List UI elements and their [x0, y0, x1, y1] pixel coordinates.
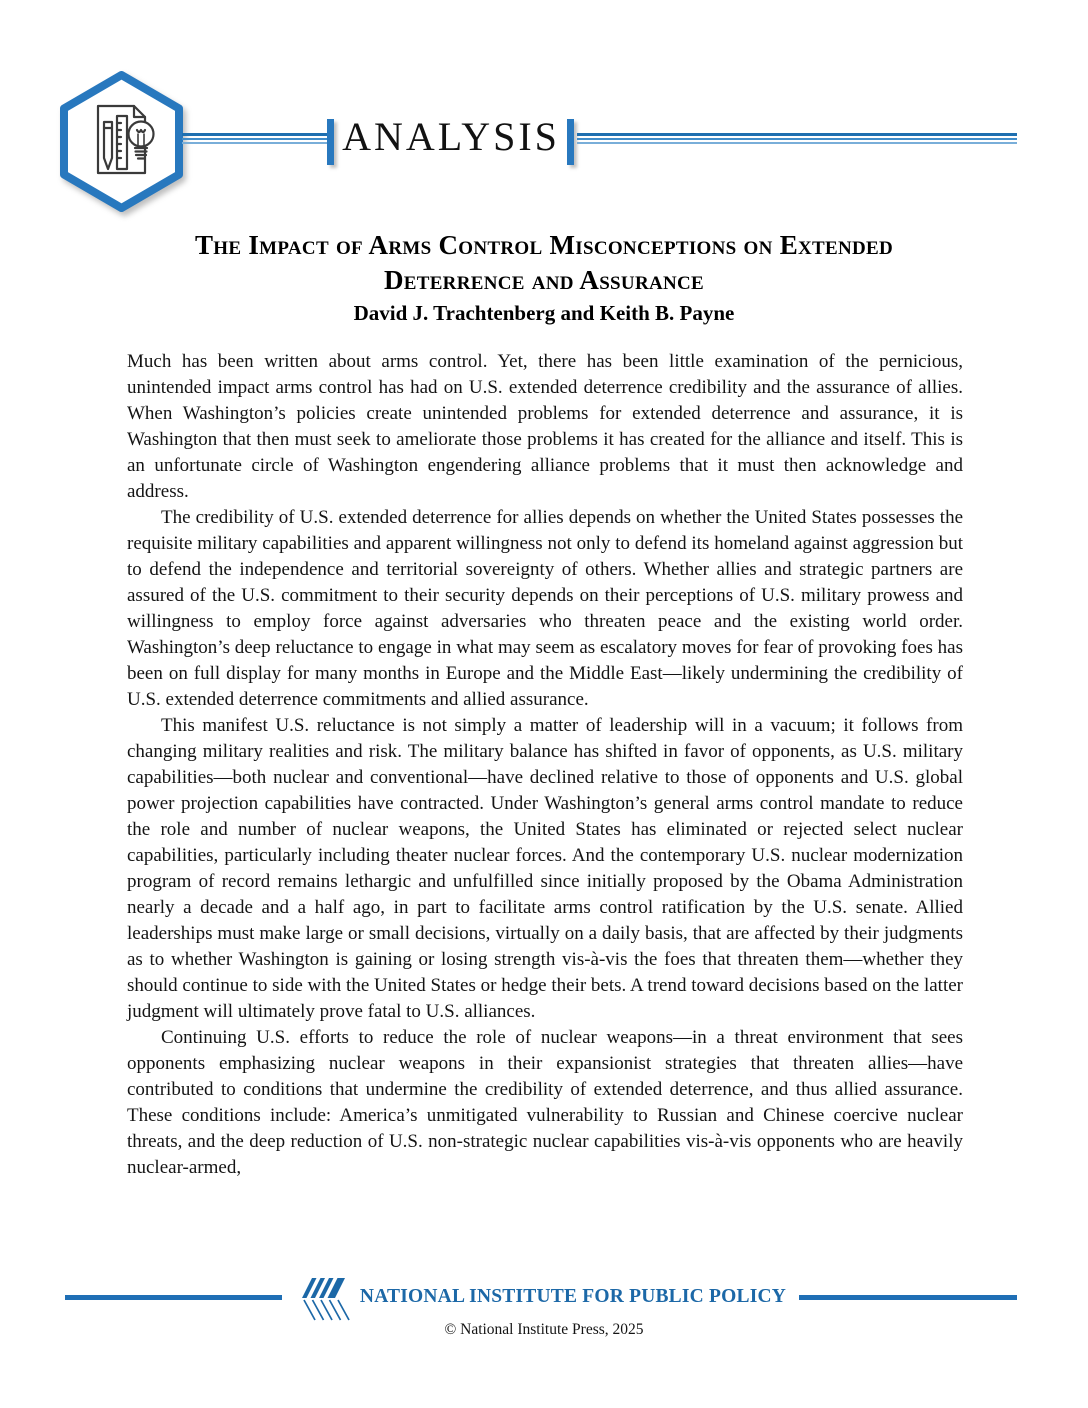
paragraph-2: The credibility of U.S. extended deterrence for allies depends on whether the United States possesses the requisite military capabilities and apparent willingness not only to defend its homeland against aggression but to defend the independence and territorial sovereignty of others. Whether allies and strategic partners are assured of the U.S. commitment to their security depends on their perceptions of U.S. military prowess and willingness to employ force against adversaries who threaten peace and the existing world order. Washington’s deep reluctance to engage in what may seem as escalatory moves for fear of provoking foes has been on full display for many months in Europe and the Middle East—likely undermining the credibility of U.S. extended deterrence commitments and allied assurance.	[127, 507, 963, 710]
footer-rule-right	[799, 1295, 1017, 1300]
footer-organization-name: NATIONAL INSTITUTE FOR PUBLIC POLICY	[359, 1286, 787, 1307]
nipp-logo-icon	[300, 1276, 366, 1327]
byline: David J. Trachtenberg and Keith B. Payne	[353, 301, 735, 325]
banner-title: ANALYSIS	[342, 114, 560, 159]
pencil-icon	[104, 122, 112, 169]
copyright-notice: © National Institute Press, 2025	[444, 1321, 644, 1338]
hexagon-icon	[58, 70, 185, 213]
analysis-hexagon-badge	[58, 70, 185, 218]
article-body	[127, 349, 963, 1181]
ruler-icon	[117, 116, 127, 169]
header-bar-right	[567, 119, 574, 165]
header-rule-left	[182, 133, 328, 144]
page-title: The Impact of Arms Control Misconceptions on Extended Deterrence and Assurance	[194, 230, 894, 296]
paragraph-1: Much has been written about arms control. Yet, there has been little examination of the pernicious, unintended impact arms control has had on U.S. extended deterrence credibility and the assurance of allies. When Washington’s policies create unintended problems for extended deterrence and assurance, it is Washington that then must seek to ameliorate those problems it has created for the alliance and itself. This is an unfortunate circle of Washington engendering alliance problems that it must then acknowledge and address.	[127, 351, 963, 502]
paragraph-3: This manifest U.S. reluctance is not simply a matter of leadership will in a vacuum; it follows from changing military realities and risk. The military balance has shifted in favor of opponents, as U.S. military capabilities—both nuclear and conventional—have declined relative to those of opponents and U.S. global power projection capabilities have contracted. Under Washington’s general arms control mandate to reduce the role and number of nuclear weapons, the United States has eliminated or rejected select nuclear capabilities, particularly including theater nuclear forces. And the contemporary U.S. nuclear modernization program of record remains lethargic and unfulfilled since initially proposed by the Obama Administration nearly a decade and a half ago, in part to facilitate arms control ratification by the U.S. senate. Allied leaderships must make large or small decisions, virtually on a daily basis, that are affected by their judgments as to whether Washington is gaining or losing strength vis-à-vis the foes that threaten them—whether they should continue to side with the United States or hedge their bets. A trend toward decisions based on the latter judgment will ultimately prove fatal to U.S. alliances.	[127, 715, 963, 1022]
paragraph-4: Continuing U.S. efforts to reduce the role of nuclear weapons—in a threat environment that sees opponents emphasizing nuclear weapons in their expansionist strategies that threaten allies—have contributed to conditions that undermine the credibility of extended deterrence, and thus allied assurance. These conditions include: America’s unmitigated vulnerability to Russian and Chinese coercive nuclear threats, and the deep reduction of U.S. non-strategic nuclear capabilities vis-à-vis opponents who are heavily nuclear-armed,	[127, 1027, 963, 1178]
footer-rule-left	[65, 1295, 282, 1300]
header-bar-left	[327, 119, 334, 165]
header-rule-right	[577, 133, 1017, 144]
